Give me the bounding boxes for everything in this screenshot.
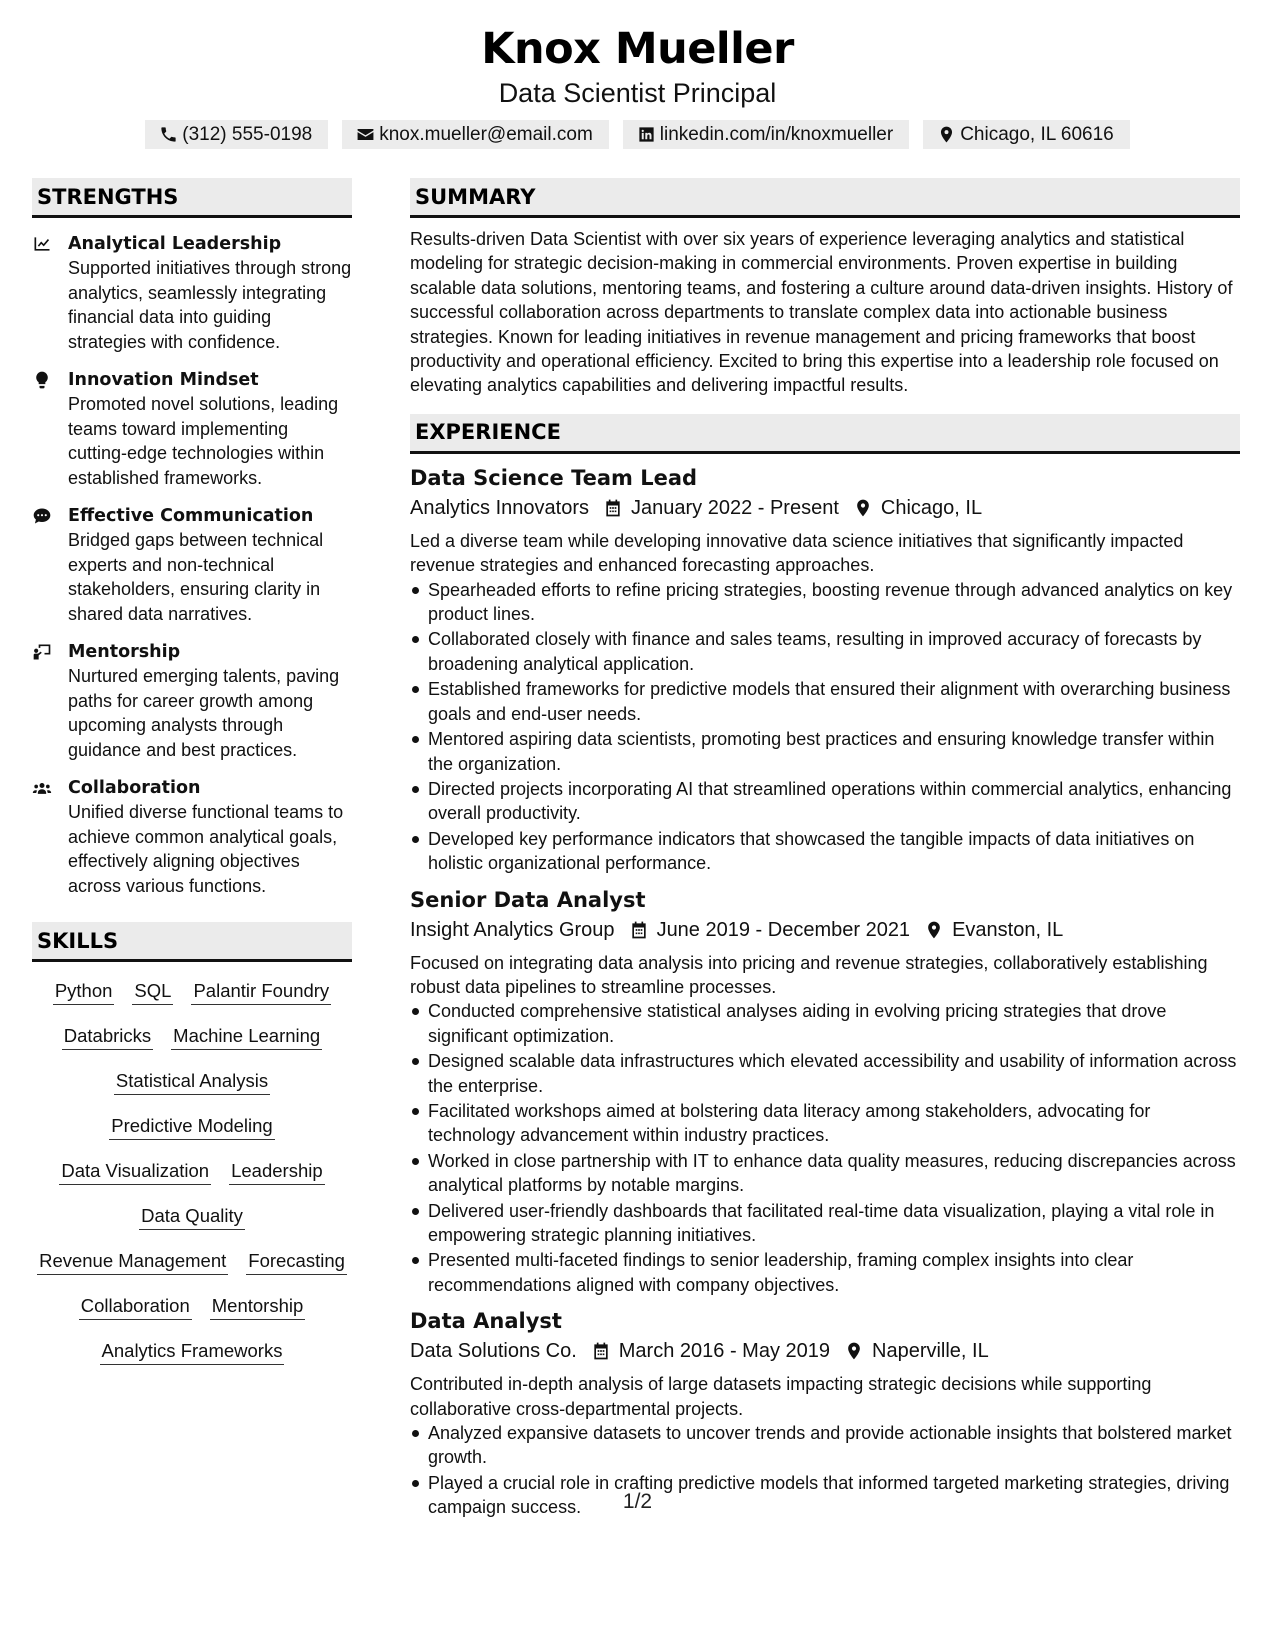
contact-linkedin <box>623 120 909 149</box>
contact-bar <box>0 120 1275 149</box>
map-marker-icon <box>937 125 956 144</box>
phone-text: (312) 555-0198 <box>182 123 313 145</box>
strength-title: Collaboration <box>68 778 201 798</box>
skill-tag: Analytics Frameworks <box>100 1338 285 1365</box>
strength-text: Promoted novel solutions, leading teams toward implementing cutting-edge technologies within established frameworks. <box>68 394 339 488</box>
experience-heading: EXPERIENCE <box>410 414 1240 454</box>
skill-tag: Python <box>53 978 115 1005</box>
location-text: Chicago, IL 60616 <box>960 123 1114 145</box>
skill-tag: Forecasting <box>246 1248 347 1275</box>
summary-heading: SUMMARY <box>410 178 1240 218</box>
job-meta <box>410 493 1240 523</box>
strength-item <box>32 368 352 490</box>
map-marker-icon <box>853 498 873 518</box>
job-bullet: Directed projects incorporating AI that streamlined operations within commercial analytics, enhancing overall productivity. <box>410 777 1240 826</box>
job-bullet: Designed scalable data infrastructures which elevated accessibility and usability of information across the enterprise. <box>410 1049 1240 1098</box>
skill-tag: Databricks <box>62 1023 153 1050</box>
skill-row <box>109 1107 274 1152</box>
job-bullet: Analyzed expansive datasets to uncover trends and provide actionable insights that bolstered market growth. <box>410 1421 1240 1470</box>
job-company: Insight Analytics Group <box>410 918 615 941</box>
strength-text: Bridged gaps between technical experts and non-technical stakeholders, ensuring clarity in shared data narratives. <box>68 530 324 624</box>
resume-body <box>32 178 1240 1521</box>
strength-title: Analytical Leadership <box>68 234 282 254</box>
candidate-title: Data Scientist Principal <box>498 78 777 108</box>
linkedin-text: linkedin.com/in/knoxmueller <box>659 123 894 145</box>
right-column <box>410 178 1240 1521</box>
contact-email <box>342 120 609 149</box>
job-bullets <box>410 578 1240 876</box>
job-description: Contributed in-depth analysis of large datasets impacting strategic decisions while supporting collaborative cross-departmental projects. <box>410 1374 1152 1419</box>
job-bullet: Facilitated workshops aimed at bolstering data literacy among stakeholders, advocating for technology advancement within industry practices. <box>410 1099 1240 1148</box>
calendar-icon <box>629 920 649 940</box>
skill-tag: SQL <box>132 978 173 1005</box>
calendar-icon <box>591 1341 611 1361</box>
candidate-name: Knox Mueller <box>481 24 794 74</box>
job-bullet: Played a crucial role in crafting predictive models that informed targeted marketing strategies, driving campaign success. <box>410 1471 1240 1520</box>
skill-tag: Predictive Modeling <box>109 1113 274 1140</box>
job-dates: June 2019 - December 2021 <box>656 918 911 941</box>
job-location: Evanston, IL <box>952 918 1064 941</box>
skill-row <box>79 1287 306 1332</box>
lightbulb-icon <box>32 370 52 390</box>
contact-location <box>923 120 1130 149</box>
job-title: Data Analyst <box>410 1309 562 1334</box>
job-title: Data Science Team Lead <box>410 465 698 490</box>
chart-line-icon <box>32 234 52 254</box>
strength-item <box>32 232 352 354</box>
contact-phone <box>145 120 328 149</box>
skill-tag: Machine Learning <box>171 1023 322 1050</box>
strengths-heading: STRENGTHS <box>32 178 352 218</box>
job-meta <box>410 915 1240 945</box>
strength-item <box>32 504 352 626</box>
job-dates: January 2022 - Present <box>630 496 839 519</box>
strength-text: Supported initiatives through strong analytics, seamlessly integrating financial data into guiding strategies with confidence. <box>68 258 352 352</box>
job-location: Chicago, IL <box>880 496 983 519</box>
skill-tag: Revenue Management <box>37 1248 228 1275</box>
job-entry <box>410 1306 1240 1519</box>
job-entry <box>410 885 1240 1298</box>
skill-tag: Collaboration <box>79 1293 192 1320</box>
job-bullet: Delivered user-friendly dashboards that facilitated real-time data visualization, playing a vital role in empowering strategic planning initiatives. <box>410 1199 1240 1248</box>
skill-row <box>114 1062 270 1107</box>
job-bullets <box>410 999 1240 1297</box>
job-description: Led a diverse team while developing innovative data science initiatives that significantly impacted revenue strategies and enhanced forecasting approaches. <box>410 530 1184 576</box>
strength-item <box>32 776 352 898</box>
skill-tag: Mentorship <box>210 1293 306 1320</box>
left-column <box>32 178 352 1521</box>
skill-row <box>53 972 331 1017</box>
job-bullet: Developed key performance indicators that showcased the tangible impacts of data initiatives on holistic organizational performance. <box>410 827 1240 876</box>
job-bullet: Spearheaded efforts to refine pricing strategies, boosting revenue through advanced analytics on key product lines. <box>410 578 1240 627</box>
strength-text: Unified diverse functional teams to achieve common analytical goals, effectively aligning objectives across various functions. <box>68 802 344 896</box>
users-icon <box>32 778 52 798</box>
map-marker-icon <box>924 920 944 940</box>
skill-tag: Palantir Foundry <box>191 978 331 1005</box>
strength-title: Innovation Mindset <box>68 370 259 390</box>
skill-tag: Data Quality <box>139 1203 245 1230</box>
linkedin-icon <box>637 125 656 144</box>
phone-icon <box>159 125 178 144</box>
job-bullet: Collaborated closely with finance and sales teams, resulting in improved accuracy of forecasts by broadening analytical application. <box>410 627 1240 676</box>
job-entry <box>410 463 1240 876</box>
chalkboard-teacher-icon <box>32 642 52 662</box>
strength-text: Nurtured emerging talents, paving paths for career growth among upcoming analysts through guidance and best practices. <box>68 666 340 760</box>
job-bullet: Mentored aspiring data scientists, promoting best practices and ensuring knowledge transfer within the organization. <box>410 727 1240 776</box>
job-meta <box>410 1336 1240 1366</box>
skills-heading: SKILLS <box>32 922 352 962</box>
skill-tag: Data Visualization <box>59 1158 211 1185</box>
map-marker-icon <box>844 1341 864 1361</box>
comment-dots-icon <box>32 506 52 526</box>
resume-header <box>0 0 1275 149</box>
skill-row <box>37 1242 347 1287</box>
email-text: knox.mueller@email.com <box>379 123 593 145</box>
envelope-icon <box>356 125 375 144</box>
skill-row <box>62 1017 322 1062</box>
job-company: Data Solutions Co. <box>410 1340 577 1363</box>
job-title: Senior Data Analyst <box>410 887 646 912</box>
skill-tag: Leadership <box>229 1158 325 1185</box>
job-dates: March 2016 - May 2019 <box>618 1340 830 1363</box>
job-description: Focused on integrating data analysis into pricing and revenue strategies, collaboratively establishing robust data pipelines to streamline processes. <box>410 952 1208 997</box>
skill-row <box>100 1332 285 1377</box>
job-bullet: Worked in close partnership with IT to enhance data quality measures, reducing discrepancies across analytical platforms by notable margins. <box>410 1149 1240 1198</box>
job-location: Naperville, IL <box>872 1340 989 1363</box>
skill-row <box>139 1197 245 1242</box>
job-bullet: Conducted comprehensive statistical analyses aiding in evolving pricing strategies that drove significant optimization. <box>410 999 1240 1048</box>
calendar-icon <box>603 498 623 518</box>
page-number: 1/2 <box>622 1490 653 1513</box>
job-bullet: Presented multi-faceted findings to senior leadership, framing complex insights into clear recommendations aligned with company objectives. <box>410 1248 1240 1297</box>
strength-title: Effective Communication <box>68 506 314 526</box>
skill-row <box>59 1152 324 1197</box>
skill-tag: Statistical Analysis <box>114 1068 270 1095</box>
strength-title: Mentorship <box>68 642 181 662</box>
summary-text: Results-driven Data Scientist with over six years of experience leveraging analytics and statistical modeling for strategic decision-making in commercial environments. Proven expertise in building scalable data solutions, mentoring teams, and fostering a culture around data-driven insights. History of successful collaboration across departments to translate complex data into actionable business strategies. Known for leading initiatives in revenue management and pricing frameworks that boost productivity and operational efficiency. Excited to bring this expertise into a leadership role focused on elevating analytics capabilities and delivering impactful results. <box>410 229 1233 396</box>
job-bullet: Established frameworks for predictive models that ensured their alignment with overarching business goals and end-user needs. <box>410 677 1240 726</box>
skills-list <box>32 972 352 1377</box>
job-company: Analytics Innovators <box>410 496 589 519</box>
strength-item <box>32 640 352 762</box>
